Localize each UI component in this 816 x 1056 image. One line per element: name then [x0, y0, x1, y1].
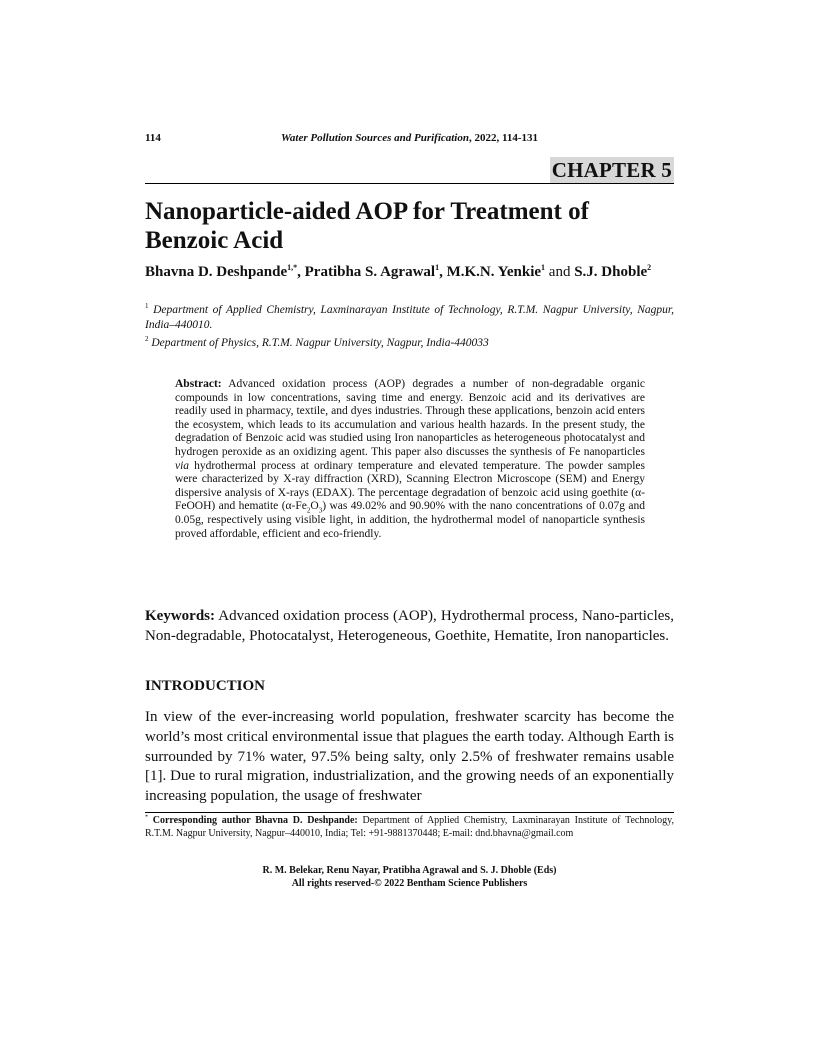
- section-heading: INTRODUCTION: [145, 678, 266, 694]
- editors-line: R. M. Belekar, Renu Nayar, Pratibha Agrawal and S. J. Dhoble (Eds): [262, 865, 557, 876]
- author-name: S.J. Dhoble: [574, 264, 648, 280]
- abstract-emphasis: via: [175, 459, 190, 472]
- affiliation-mark: 2: [145, 335, 149, 344]
- author-conjunction: and: [545, 264, 575, 280]
- affiliation: [145, 303, 674, 333]
- subscript: 2: [306, 506, 311, 515]
- author-name: Pratibha S. Agrawal: [304, 264, 436, 280]
- chapter-label: CHAPTER 5: [551, 158, 672, 182]
- abstract-text: hydrothermal process at ordinary temperature and elevated temperature. The powder samples were characterized by X-ray diffraction (XRD), Scanning Electron Microscope (SEM) and Energy dispersive analysis of X-rays (EDAX). The percentage degradation of benzoic acid using goethite (α-FeOOH) and hematite (α-Fe: [175, 459, 645, 513]
- affiliation-text: Department of Physics, R.T.M. Nagpur University, Nagpur, India-440033: [148, 337, 489, 349]
- author-separator: ,: [439, 264, 447, 280]
- journal-citation: [145, 132, 674, 144]
- author-affiliation-mark: 2: [647, 263, 652, 272]
- author-name: Bhavna D. Deshpande: [145, 264, 288, 280]
- affiliation-text: Department of Applied Chemistry, Laxminarayan Institute of Technology, R.T.M. Nagpur University, Nagpur, India–440010.: [145, 304, 674, 331]
- footnote-label: Corresponding author Bhavna D. Deshpande:: [148, 815, 358, 826]
- introduction-paragraph: In view of the ever-increasing world population, freshwater scarcity has become the world’s most critical environmental issue that plagues the earth today. Although Earth is surrounded by 71% water, 97.5% being salty, only 2.5% of freshwater remains usable [1]. Due to rural migration, industrialization, and the growing needs of an exponentially increasing population, the usage of freshwater: [145, 709, 674, 805]
- author-affiliation-mark: 1,*: [287, 263, 298, 272]
- abstract-text: ) was 49.02% and 90.90% with the nano concentrations of 0.07g and 0.05g, respectively using visible light, in addition, the hydrothermal model of nanoparticle synthesis proved affordable, efficient and eco-friendly.: [175, 500, 645, 540]
- author-separator: ,: [297, 264, 305, 280]
- abstract-label: Abstract:: [175, 378, 222, 390]
- subscript: 3: [318, 506, 323, 515]
- author-list: [145, 262, 674, 282]
- abstract: [175, 378, 645, 541]
- footnote: [145, 815, 674, 840]
- abstract-text: O: [310, 500, 319, 513]
- footnote-text: Department of Applied Chemistry, Laxminarayan Institute of Technology, R.T.M. Nagpur University, Nagpur–440010, India; Tel: +91-9881370448; E-mail: dnd.bhavna@gmail.com: [145, 815, 674, 839]
- author-affiliation-mark: 1: [541, 263, 546, 272]
- affiliation: [145, 336, 674, 351]
- page-number: 114: [145, 132, 161, 144]
- keywords-text: Advanced oxidation process (AOP), Hydrothermal process, Nano-particles, Non-degradable, Photocatalyst, Heterogeneous, Goethite, Hematite, Iron nanoparticles.: [145, 608, 674, 644]
- chapter-divider: [145, 183, 674, 184]
- author-name: M.K.N. Yenkie: [446, 264, 542, 280]
- abstract-text: Advanced oxidation process (AOP) degrades a number of non-degradable organic compounds in low concentrations, saving time and energy. Benzoic acid and its derivatives are readily used in pharmacy, textile, and dyes industries. Through these applications, benzoin acid enters the ecosystem, which leads to its accumulation and various health hazards. In the present study, the degradation of Benzoic acid was studied using Iron nanoparticles as heterogeneous photocatalyst and hydrogen peroxide as an oxidizing agent. This paper also discusses the synthesis of Fe nanoparticles: [175, 378, 645, 458]
- author-affiliation-mark: 1: [435, 263, 440, 272]
- keywords-label: Keywords:: [145, 608, 215, 624]
- copyright-line: All rights reserved-© 2022 Bentham Science Publishers: [291, 878, 528, 889]
- footnote-divider: [145, 812, 674, 813]
- journal-details: , 2022, 114-131: [469, 132, 539, 144]
- journal-title: Water Pollution Sources and Purification: [280, 132, 469, 144]
- keywords: [145, 606, 674, 646]
- affiliation-mark: 1: [145, 302, 149, 311]
- article-title: Nanoparticle-aided AOP for Treatment of Benzoic Acid: [145, 198, 589, 254]
- footnote-mark: *: [145, 814, 148, 821]
- publisher-info: [145, 864, 674, 890]
